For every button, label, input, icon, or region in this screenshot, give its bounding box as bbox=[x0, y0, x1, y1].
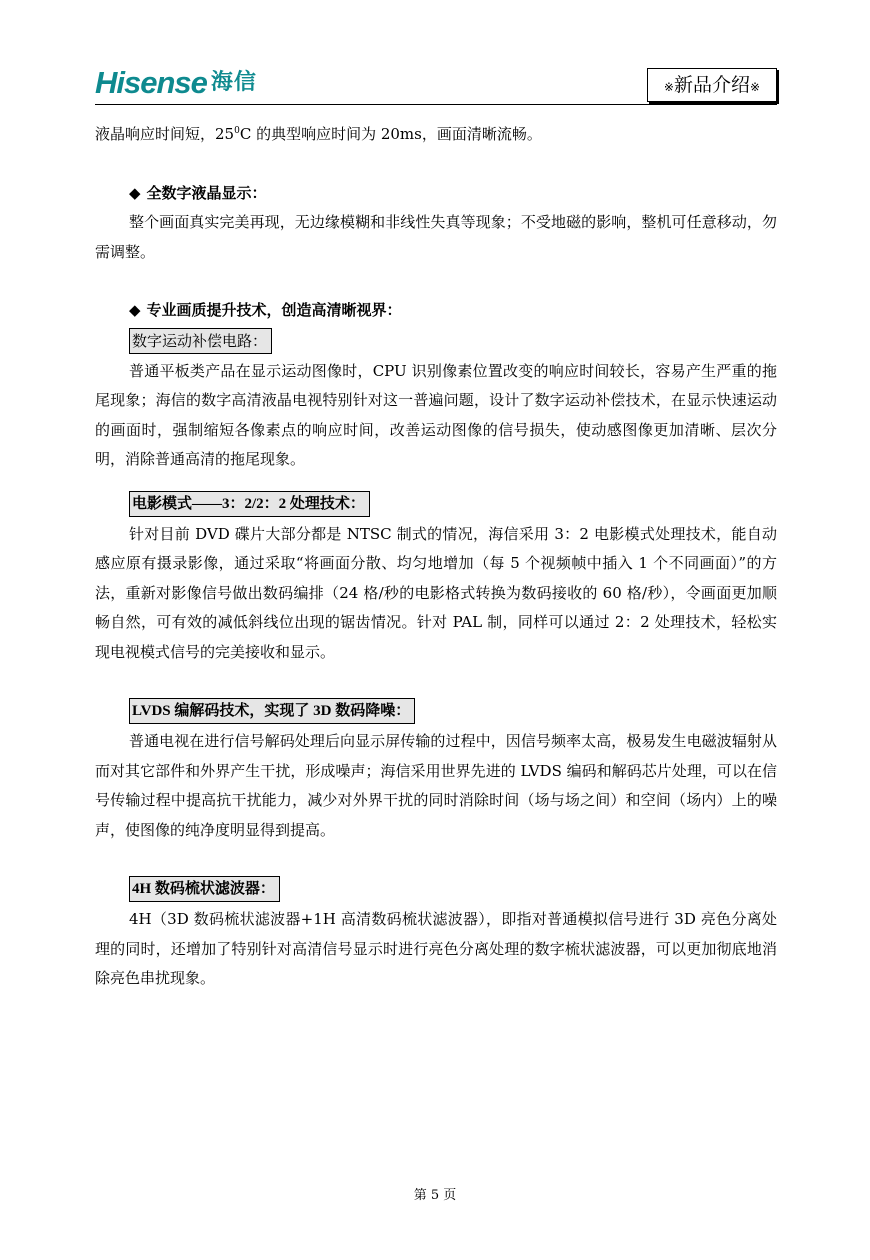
section-body: 整个画面真实完美再现，无边缘模糊和非线性失真等现象；不受地磁的影响，整机可任意移动，勿需调整。 bbox=[95, 213, 777, 261]
badge-mark-left: ※ bbox=[663, 80, 674, 94]
spacer bbox=[95, 475, 777, 489]
subsection-body: 针对目前 DVD 碟片大部分都是 NTSC 制式的情况，海信采用 3：2 电影模式处理技术，能自动感应原有摄录影像，通过采取“将画面分散、均匀地增加（每 5 个视频帧中插入 1 个不同画面）”的方法，重新对影像信号做出数码编排（24 格/秒的电影格式转换为数码接收的 60 格/秒），令画面更加顺畅自然，可有效的减低斜线位出现的锯齿情况。针对 PAL 制，同样可以通过 2：2 处理技术，轻松实现电视模式信号的完美接收和显示。 bbox=[95, 524, 777, 661]
section-title: 专业画质提升技术，创造高清晰视界： bbox=[146, 301, 402, 319]
subsection-heading: 电影模式——3：2/2：2 处理技术： bbox=[129, 491, 370, 517]
subsection-body: 普通平板类产品在显示运动图像时，CPU 识别像素位置改变的响应时间较长，容易产生严重的拖尾现象；海信的数字高清液晶电视特别针对这一普遍问题，设计了数字运动补偿技术，在显示快速运动的画面时，强制缩短各像素点的响应时间，改善运动图像的信号损失，使动感图像更加清晰、层次分明，消除普通高清的拖尾现象。 bbox=[95, 361, 777, 468]
subsection-film-mode bbox=[95, 489, 777, 668]
logo-wordmark: Hisense bbox=[95, 65, 207, 100]
new-product-badge bbox=[647, 68, 777, 102]
subsection-lvds bbox=[95, 696, 777, 845]
subsection-body: 普通电视在进行信号解码处理后向显示屏传输的过程中，因信号频率太高，极易发生电磁波辐射从而对其它部件和外界产生干扰，形成噪声；海信采用世界先进的 LVDS 编码和解码芯片处理，可以在信号传输过程中提高抗干扰能力，减少对外界干扰的同时消除时间（场与场之间）和空间（场内）上的噪声，使图像的纯净度明显得到提高。 bbox=[95, 732, 777, 839]
intro-rest: C 的典型响应时间为 20ms，画面清晰流畅。 bbox=[239, 125, 542, 143]
intro-lead: 液晶响应时间短，25 bbox=[95, 125, 235, 143]
subsection-heading: LVDS 编解码技术，实现了 3D 数码降噪： bbox=[129, 698, 415, 724]
intro-degree: 0 bbox=[234, 126, 240, 136]
badge-text: 新品介绍 bbox=[673, 74, 750, 96]
section-title: 全数字液晶显示： bbox=[146, 183, 267, 202]
section-heading-picture-quality bbox=[95, 296, 777, 326]
diamond-bullet-icon: ◆ bbox=[129, 183, 141, 202]
header-rule bbox=[95, 104, 777, 105]
page-body bbox=[95, 117, 777, 994]
hisense-logo bbox=[95, 65, 257, 100]
subsection-body: 4H（3D 数码梳状滤波器+1H 高清数码梳状滤波器），即指对普通模拟信号进行 3D 亮色分离处理的同时，还增加了特别针对高清信号显示时进行亮色分离处理的数字梳状滤波器，可以更加彻底地消除亮色串扰现象。 bbox=[95, 910, 777, 987]
subsection-motion-compensation bbox=[95, 326, 777, 475]
spacer bbox=[95, 267, 777, 296]
spacer bbox=[95, 845, 777, 874]
section-heading-digital-lcd bbox=[95, 179, 777, 209]
badge-mark-right: ※ bbox=[750, 80, 761, 94]
subsection-comb-filter bbox=[95, 874, 777, 994]
diamond-bullet-icon: ◆ bbox=[129, 301, 141, 319]
subsection-heading: 4H 数码梳状滤波器： bbox=[129, 876, 280, 902]
intro-paragraph bbox=[95, 117, 777, 150]
spacer bbox=[95, 667, 777, 696]
page-number: 第 5 页 bbox=[413, 1188, 457, 1203]
subsection-heading: 数字运动补偿电路： bbox=[129, 328, 272, 354]
page-header bbox=[95, 62, 777, 106]
spacer bbox=[95, 150, 777, 179]
logo-chinese: 海信 bbox=[210, 70, 257, 95]
